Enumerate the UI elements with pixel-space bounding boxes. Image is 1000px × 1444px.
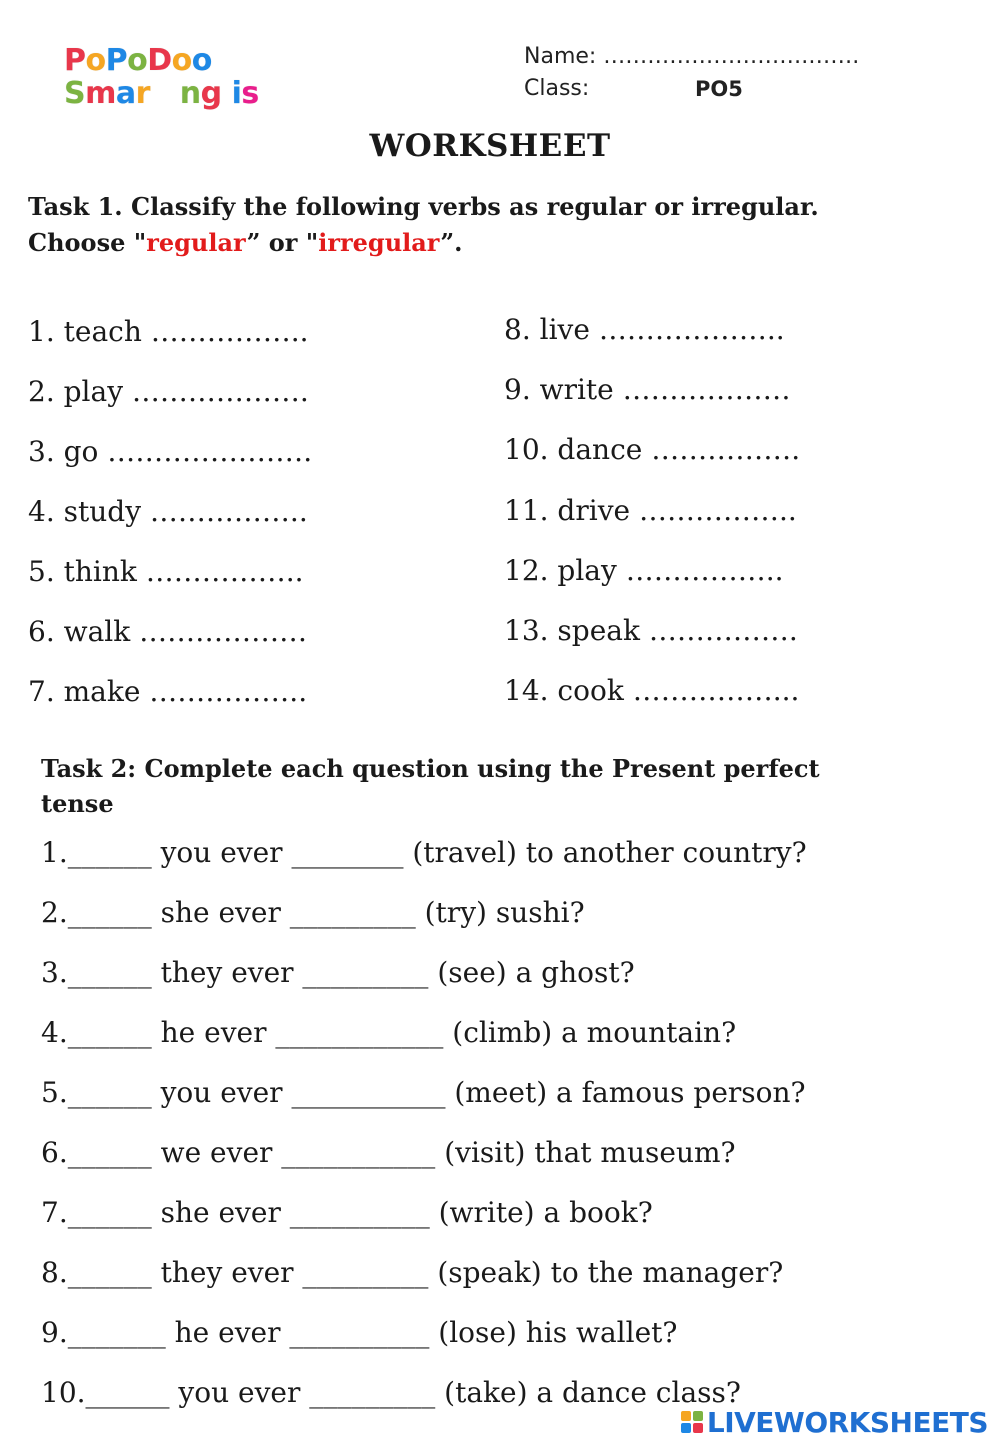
task1-item: 11. drive …………….. [504,494,797,527]
logo-letter: o [171,43,192,78]
logo-letter: o [85,43,106,78]
task1-choose-prefix: Choose " [28,228,147,257]
logo-letter: D [147,43,172,78]
task1-item: 3. go …………………. [28,435,313,468]
task2-question: 10.______ you ever _________ (take) a dance class? [41,1376,741,1409]
logo-letter: P [105,43,128,78]
watermark-text: LIVEWORKSHEETS [706,1405,988,1439]
logo-square [693,1411,703,1421]
task2-question: 6.______ we ever ___________ (visit) that museum? [41,1136,736,1169]
task1-item: 14. cook ……………... [504,674,800,707]
class-value: PO5 [695,77,743,101]
task2-question: 8.______ they ever _________ (speak) to the manager? [41,1256,784,1289]
task2-question: 2.______ she ever _________ (try) sushi? [41,896,585,929]
logo-letter: n [179,76,201,111]
task1-item: 7. make …………….. [28,675,308,708]
logo-letter: s [241,76,259,111]
logo [64,44,284,118]
task1-choose-suffix: ”. [440,228,463,257]
task1-item: 6. walk ……………… [28,615,308,648]
task1-item: 1. teach …………….. [28,315,309,348]
task1-item: 4. study …………….. [28,495,308,528]
logo-line-1 [64,44,212,77]
task1-choose-mid: ” or " [246,228,319,257]
logo-square [681,1423,691,1433]
logo-letter [160,76,170,111]
task1-item: 12. play …………….. [504,554,784,587]
logo-letter: r [135,76,150,111]
task1-instruction: Task 1. Classify the following verbs as regular or irregular. [28,192,819,221]
liveworksheets-watermark [681,1406,988,1438]
logo-square [681,1411,691,1421]
task2-instruction-cont: tense [41,789,114,818]
logo-letter: P [64,43,86,78]
task2-question: 9._______ he ever __________ (lose) his wallet? [41,1316,678,1349]
regular-option: regular [146,228,247,257]
logo-letter: o [191,43,212,78]
task1-item: 8. live ……………….. [504,313,785,346]
task1-item: 5. think …………….. [28,555,304,588]
logo-square [693,1423,703,1433]
logo-letter: g [200,76,222,111]
class-label: Class: [524,76,590,101]
logo-letter: o [127,43,148,78]
task2-question: 3.______ they ever _________ (see) a ghost? [41,956,635,989]
task1-item: 2. play ………………. [28,375,309,408]
task2-question: 1.______ you ever ________ (travel) to another country? [41,836,807,869]
name-field: Name: ……………………….……. [524,44,860,69]
logo-letter: m [85,76,116,111]
logo-letter [222,76,232,111]
irregular-option: irregular [318,228,441,257]
logo-letter [150,76,160,111]
task2-question: 5.______ you ever ___________ (meet) a famous person? [41,1076,806,1109]
task2-question: 7.______ she ever __________ (write) a book? [41,1196,653,1229]
logo-letter: i [231,76,242,111]
task1-item: 10. dance ……………. [504,433,801,466]
logo-letter: a [115,76,136,111]
worksheet-title: WORKSHEET [369,128,611,164]
liveworksheets-logo-icon [681,1411,703,1433]
task2-question: 4.______ he ever ____________ (climb) a mountain? [41,1016,737,1049]
task2-instruction: Task 2: Complete each question using the Present perfect [41,754,820,783]
logo-letter: S [64,76,86,111]
logo-letter [170,76,180,111]
logo-line-2 [64,77,259,110]
task1-item: 13. speak ……………. [504,614,798,647]
task1-item: 9. write ……………… [504,373,791,406]
task1-choose-line [28,225,463,261]
